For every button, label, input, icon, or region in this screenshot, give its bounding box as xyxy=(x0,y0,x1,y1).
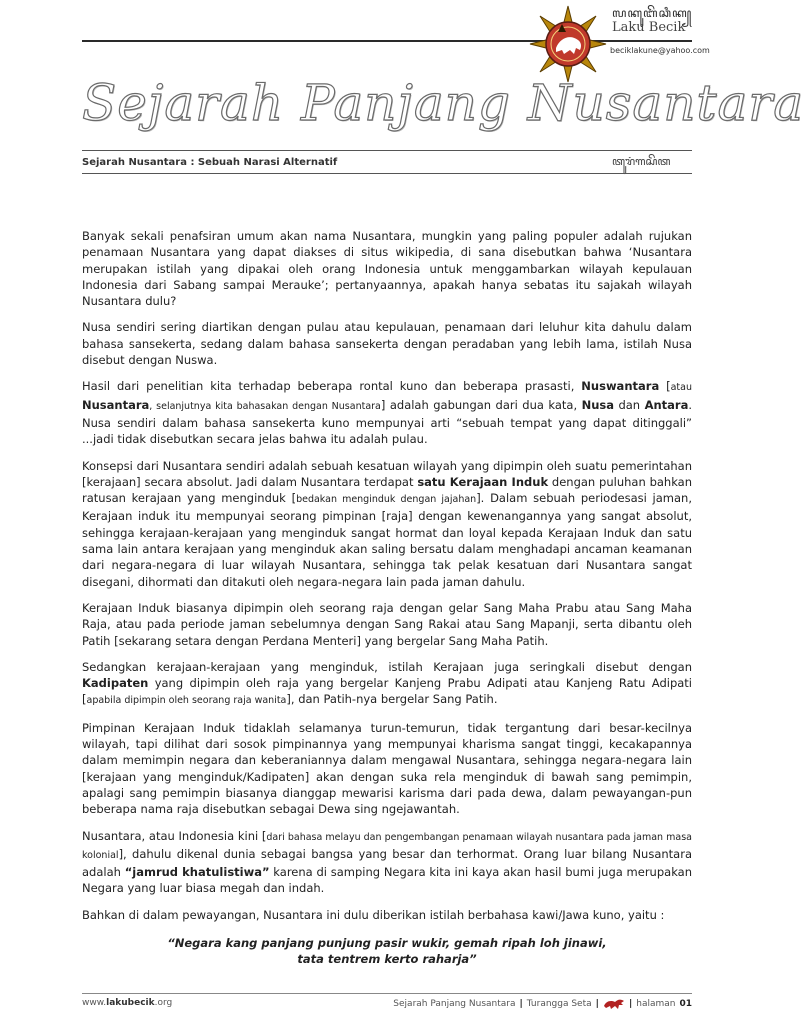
p6-text: Sedangkan kerajaan-kerajaan yang menginduk, istilah Kerajaan juga seringkali disebut dengan xyxy=(82,659,692,674)
term-nusa: Nusa xyxy=(581,397,614,412)
paragraph-2: Nusa sendiri sering diartikan dengan pulau atau kepulauan, penamaan dari leluhur kita dahulu dalam bahasa sansekerta, sedang dalam bahasa sansekerta dengan peradaban yang lebih lama, istilah Nusa disebut dengan Nuswa. xyxy=(82,320,692,368)
term-kadipaten: Kadipaten xyxy=(82,676,149,691)
url-bold: lakubecik xyxy=(106,998,155,1008)
term-antara: Antara xyxy=(644,397,689,412)
footer-separator: | xyxy=(519,999,523,1009)
brand-script: ꦭꦏꦸꦧꦼꦕꦶꦏ꧀ xyxy=(612,6,693,20)
p3-text-4: . Nusa sendiri dalam bahasa sansekerta kuno mempunyai arti “sebuah tempat yang dapat ditinggali” ...jadi tidak disebutkan secara jelas bahwa itu adalah pulau. xyxy=(82,397,693,447)
url-prefix: www. xyxy=(82,998,107,1008)
footer-rule xyxy=(82,993,692,994)
footer-author: Turangga Seta xyxy=(526,999,592,1009)
p3-bracket-open: [ xyxy=(659,379,671,394)
page-subtitle: Sejarah Nusantara : Sebuah Narasi Alternatif xyxy=(82,157,338,168)
footer-page-number: 01 xyxy=(679,999,692,1009)
paragraph-4 xyxy=(82,458,692,590)
laku-becik-emblem-icon xyxy=(528,4,608,84)
p4-text-2: dengan puluhan bahkan ratusan kerajaan yang menginduk [ xyxy=(82,474,693,506)
term-kerajaan-induk: satu Kerajaan Induk xyxy=(417,474,549,489)
footer-doc-title: Sejarah Panjang Nusantara xyxy=(393,999,516,1009)
paragraph-8 xyxy=(82,828,692,897)
p4-note: bedakan menginduk dengan jajahan xyxy=(296,494,477,506)
footer-separator-3: | xyxy=(628,999,633,1009)
url-suffix: .org xyxy=(154,998,173,1008)
p6-text-3: ], dan Patih-nya bergelar Sang Patih. xyxy=(286,692,498,707)
p3-text-2: ] adalah gabungan dari dua kata, xyxy=(380,397,582,412)
p3-note-2: , selanjutnya kita bahasakan dengan Nusantara xyxy=(149,400,381,412)
term-jamrud-khatulistiwa: “jamrud khatulistiwa” xyxy=(124,865,270,880)
p4-text: Konsepsi dari Nusantara sendiri adalah sebuah kesatuan wilayah yang dipimpin oleh suatu pemerintahan [kerajaan] secara absolut. Jadi dalam Nusantara terdapat xyxy=(82,458,692,489)
subtitle-script: ꦠꦸꦫꦁꦒꦱꦼꦠ xyxy=(612,155,671,168)
p3-text-3: dan xyxy=(614,397,645,412)
article-body xyxy=(82,228,692,967)
paragraph-1: Banyak sekali penafsiran umum akan nama Nusantara, mungkin yang paling populer adalah rujukan penamaan Nusantara yang dapat diakses di situs wikipedia, di sana disebutkan bahwa ‘Nusantara merupakan istilah yang dipakai oleh orang Indonesia untuk menggambarkan wilayah kepulauan Indonesia dari Sabang sampai Merauke’; pertanyaannya, apakah hanya sebatas itu sajakah wilayah Nusantara dulu? xyxy=(82,229,692,309)
quote-line-2: tata tentrem kerto raharja” xyxy=(297,951,477,966)
brand-email[interactable]: beciklakune@yahoo.com xyxy=(610,46,710,55)
p8-text: Nusantara, atau Indonesia kini [ xyxy=(82,828,267,843)
p6-text-2: yang dipimpin oleh raja yang bergelar Kanjeng Prabu Adipati atau Kanjeng Ratu Adipati [ xyxy=(82,676,692,707)
p8-text-2: ], dahulu dikenal dunia sebagai bangsa yang besar dan terhormat. Orang luar bilang Nusantara adalah xyxy=(82,846,692,880)
paragraph-3 xyxy=(82,378,692,447)
footer-page-label: halaman xyxy=(636,999,676,1009)
paragraph-5: Kerajaan Induk biasanya dipimpin oleh seorang raja dengan gelar Sang Maha Prabu atau Sang Maha Raja, atau pada periode jaman sebelumnya dengan Sang Rakai atau Sang Mapanji, serta dibantu oleh Patih [sekarang setara dengan Perdana Menteri] yang bergelar Sang Maha Patih. xyxy=(82,600,692,648)
p3-text: Hasil dari penelitian kita terhadap beberapa rontal kuno dan beberapa prasasti, xyxy=(82,379,582,394)
subtitle-bottom-rule xyxy=(82,173,692,174)
paragraph-6 xyxy=(82,659,692,710)
page-title: Sejarah Panjang Nusantara xyxy=(82,74,804,132)
term-nuswantara: Nuswantara xyxy=(581,379,660,394)
footer-meta xyxy=(393,998,692,1010)
term-nusantara: Nusantara xyxy=(82,397,150,412)
p8-note: dari bahasa melayu dan pengembangan penamaan wilayah nusantara pada jaman masa kolonial xyxy=(82,831,692,861)
footer-url[interactable] xyxy=(82,998,172,1008)
wayang-horse-icon xyxy=(603,998,625,1010)
paragraph-9: Bahkan di dalam pewayangan, Nusantara ini dulu diberikan istilah berbahasa kawi/Jawa kuno, yaitu : xyxy=(82,907,665,922)
brand-name: Laku Becik xyxy=(612,20,686,35)
subtitle-top-rule xyxy=(82,150,692,151)
quote-line-1: “Negara kang panjang punjung pasir wukir, gemah ripah loh jinawi, xyxy=(167,935,607,950)
footer-separator-2: | xyxy=(595,999,599,1009)
p6-note: apabila dipimpin oleh seorang raja wanita xyxy=(86,695,287,707)
kawi-quote xyxy=(82,935,692,967)
paragraph-7: Pimpinan Kerajaan Induk tidaklah selamanya turun-temurun, tidak tergantung dari besar-kecilnya wilayah, tapi dilihat dari sosok pimpinannya yang mempunyai kharisma sangat tinggi, kecakapannya dalam memimpin negara dan keberaniannya dalam mengawal Nusantara, sehingga negara-negara lain [kerajaan yang menginduk/Kadipaten] akan dengan suka rela menginduk di bawah sang pemimpin, apalagi sang pemimpin biasanya dianggap mewarisi karisma dari pada dewa, dalam pewayangan-pun beberapa nama raja disebutkan sebagai Dewa sing ngejawantah. xyxy=(82,720,692,817)
p4-text-3: ]. Dalam sebuah periodesasi jaman, Kerajaan induk itu mempunyai seorang pimpinan [raja] dengan kewenangannya yang sangat absolut, sehingga kerajaan-kerajaan yang menginduk sangat hormat dan loyal kepada Kerajaan Induk dan satu sama lain antara kerajaan yang menginduk akan saling bersatu dalam menghadapi ancaman keamanan dari negara-negara di luar wilayah Nusantara, sehingga tak pelak kesatuan dari Nusantara sangat disegani, dihormati dan ditakuti oleh negara-negara lain pada jaman dahulu. xyxy=(82,491,692,589)
p8-text-3: karena di samping Negara kita ini kaya akan hasil bumi juga merupakan Negara yang luar biasa megah dan indah. xyxy=(82,865,692,896)
p3-note: atau xyxy=(670,382,692,394)
